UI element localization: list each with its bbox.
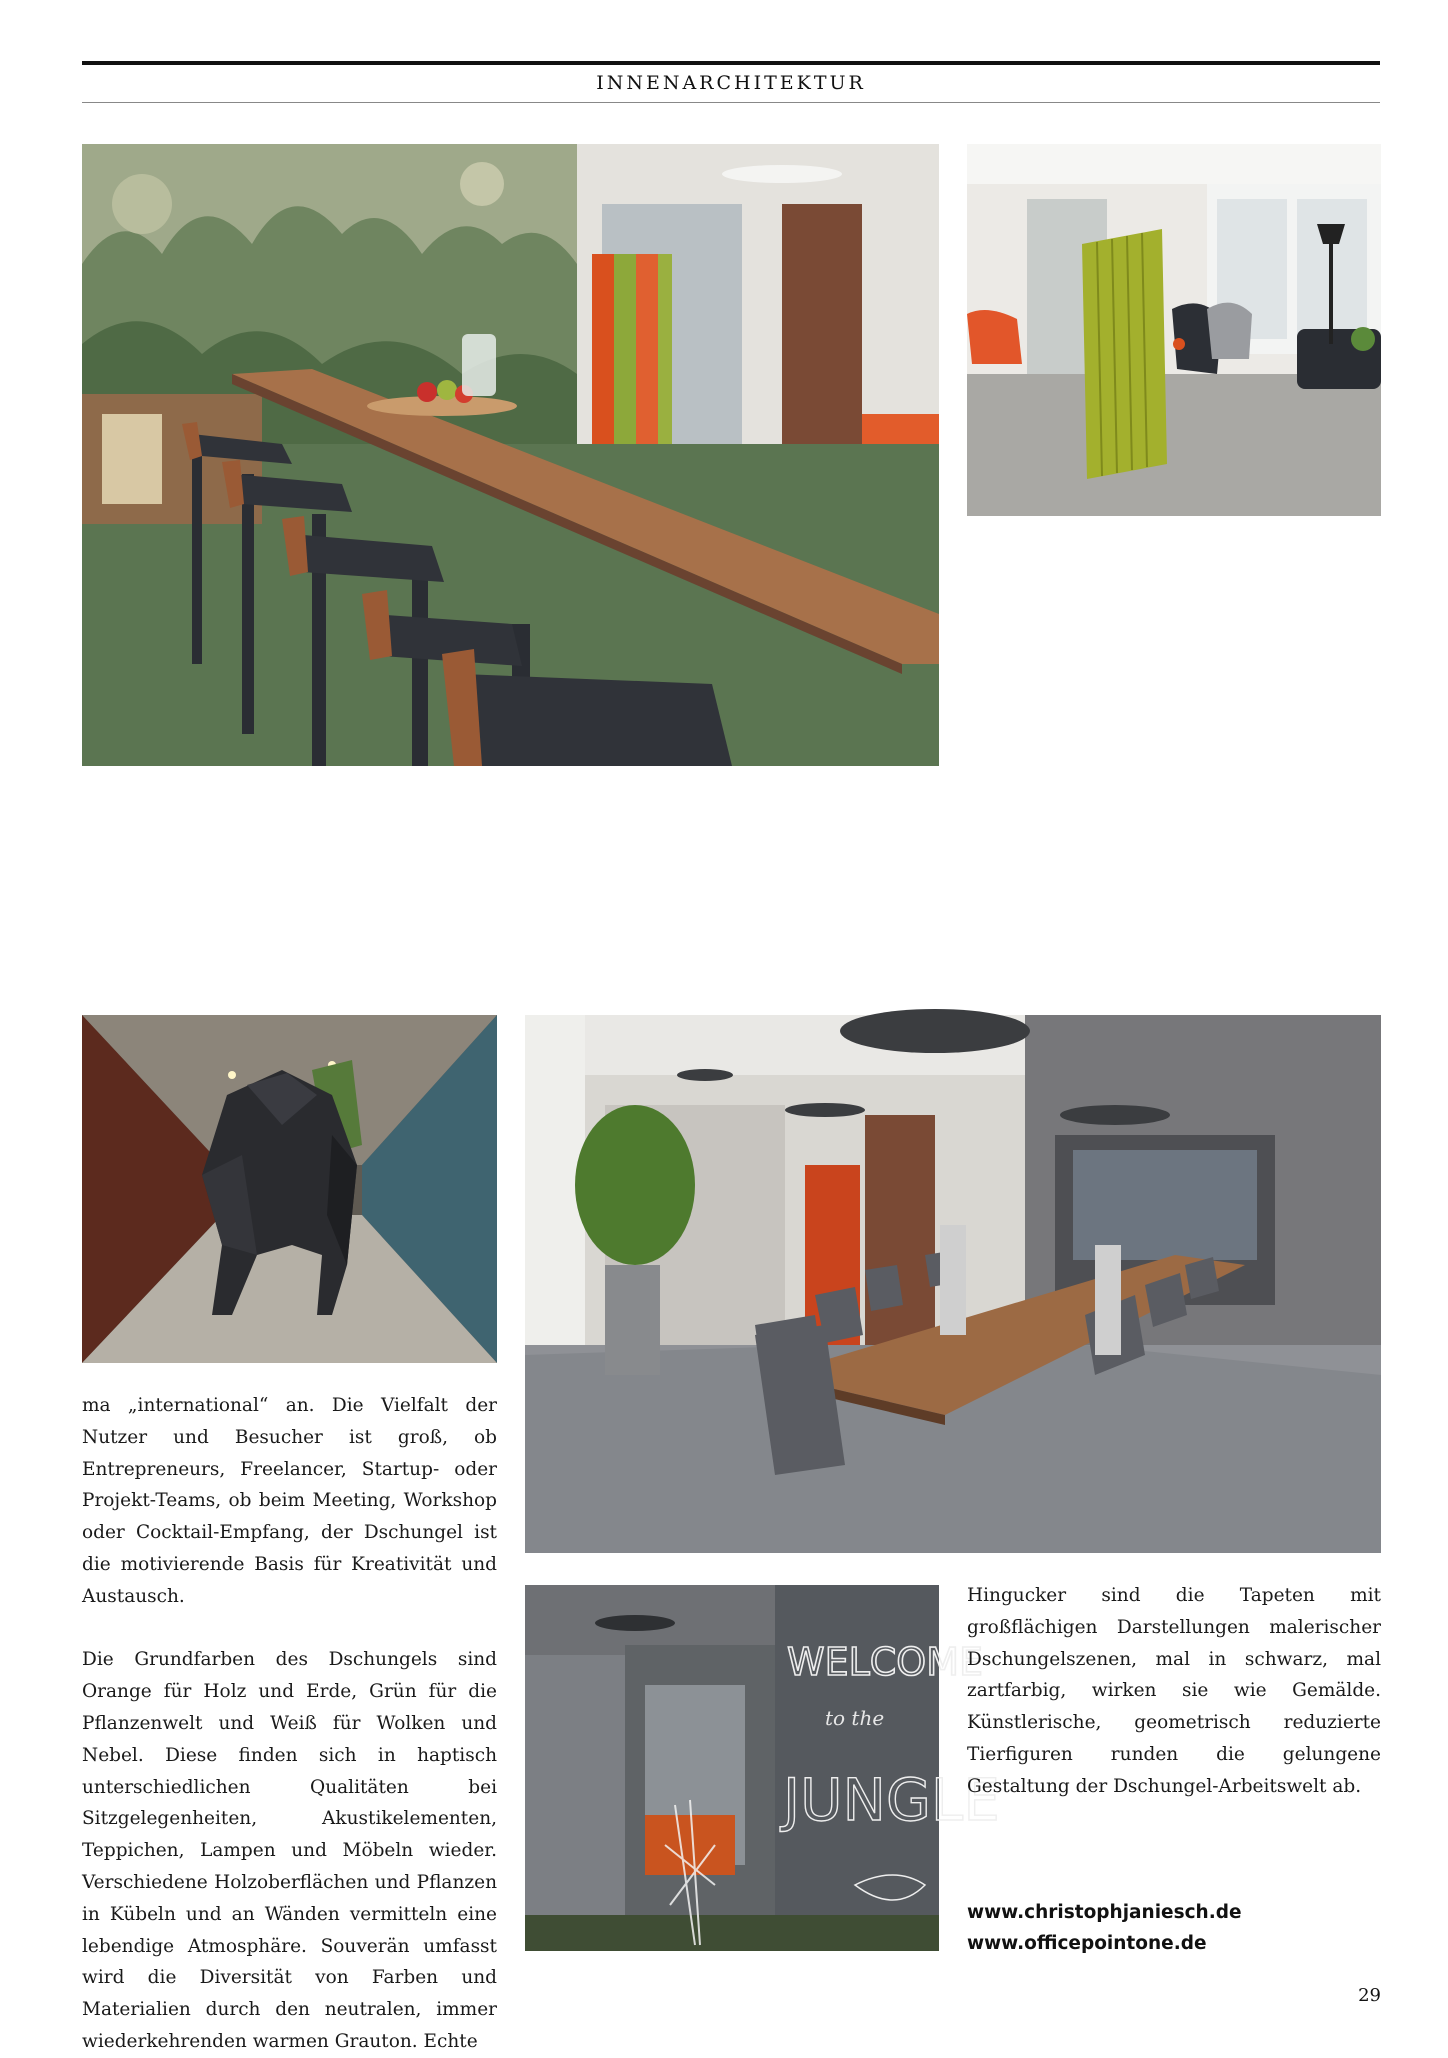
header-rule-thick [82, 61, 1380, 65]
header-rule-thin [82, 102, 1380, 103]
body-text-left-column [82, 1390, 497, 2058]
body-paragraph: Hingucker sind die Tapeten mit großflächigen Darstellungen malerischer Dschungelszenen, mal in schwarz, mal zartfarbig, wirken sie wie Gemälde. Künstlerische, geometrisch reduzierte Tierfiguren runden die gelungene Gestaltung der Dschungel-Arbeitswelt ab. [967, 1585, 1381, 1797]
body-text-right-column [967, 1580, 1381, 1803]
page-number: 29 [1358, 1985, 1381, 2006]
section-title: INNENARCHITEKTUR [596, 72, 866, 94]
welcome-lettering-line2: to the [825, 1706, 885, 1730]
photo-conference-room [525, 1015, 1381, 1553]
body-paragraph: Die Grundfarben des Dschungels sind Orange für Holz und Erde, Grün für die Pflanzenwelt und Weiß für Wolken und Nebel. Diese finden sich in haptisch unterschiedlichen Qualitäten bei Sitzgelegenheiten, Akustikelementen, Teppichen, Lampen und Möbeln wieder. Verschiedene Holzoberflächen und Pflanzen in Kübeln und an Wänden vermitteln eine lebendige Atmosphäre. Souverän umfasst wird die Diversität von Farben und Materialien durch den neutralen, immer wiederkehrenden warmen Grauton. Echte [82, 1649, 497, 2052]
welcome-lettering-line3: JUNGLE [783, 1766, 1000, 1834]
photo-jungle-bar-table [82, 144, 939, 766]
website-link[interactable]: www.christophjaniesch.de [967, 1902, 1242, 1923]
photo-lounge-room-divider [967, 144, 1381, 516]
welcome-lettering-line1: WELCOME [787, 1640, 983, 1684]
photo-gorilla-sculpture [82, 1015, 497, 1363]
body-paragraph: ma „international“ an. Die Vielfalt der Nutzer und Besucher ist groß, ob Entrepreneurs, Freelancer, Startup- oder Projekt-Teams, ob beim Meeting, Workshop oder Cocktail-Empfang, der Dschungel ist die motivierende Basis für Kreativität und Austausch. [82, 1395, 497, 1607]
website-links [967, 1897, 1381, 1959]
photo-welcome-to-the-jungle [525, 1585, 1000, 1951]
website-link[interactable]: www.officepointone.de [967, 1933, 1207, 1954]
